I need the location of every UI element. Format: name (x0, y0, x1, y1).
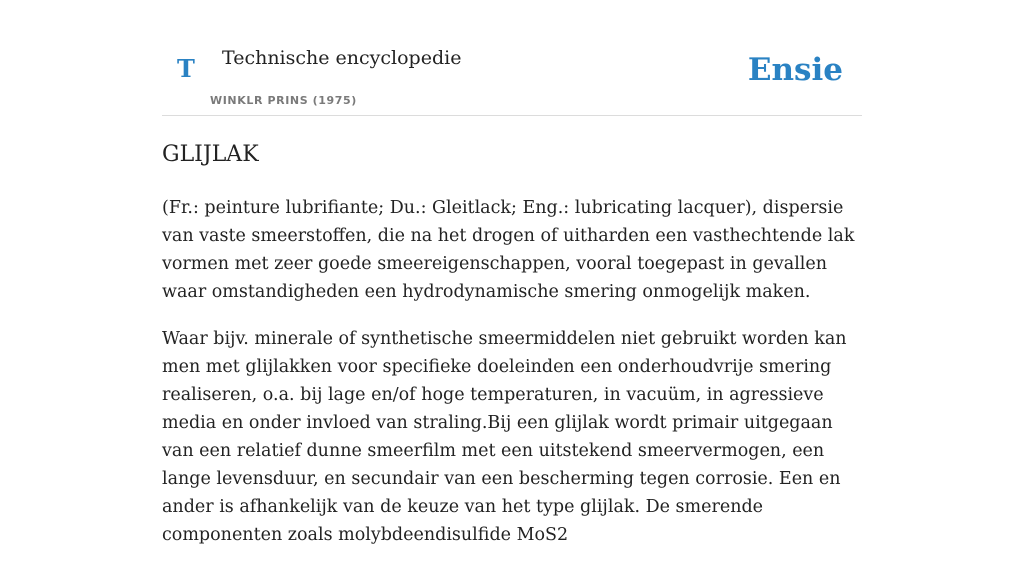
article-paragraph: Waar bijv. minerale of synthetische smeermiddelen niet gebruikt worden kan men met glijlakken voor specifieke doeleinden een onderhoudvrije smering realiseren, o.a. bij lage en/of hoge temperaturen, in vacuüm, in agressieve media en onder invloed van straling.Bij een glijlak wordt primair uitgegaan van een relatief dunne smeerfilm met een uitstekend smeervermogen, een lange levensduur, en secundair van een bescherming tegen corrosie. Een en ander is afhankelijk van de keuze van het type glijlak. De smerende componenten zoals molybdeendisulfide MoS2 (162, 329, 847, 545)
book-source: WINKLR PRINS (1975) (210, 94, 357, 107)
book-logo[interactable]: T (177, 54, 195, 83)
ensie-logo[interactable]: Ensie (747, 52, 843, 88)
article (162, 138, 864, 568)
entry-title: GLIJLAK (162, 142, 259, 167)
book-title[interactable]: Technische encyclopedie (222, 47, 462, 69)
site-header (162, 0, 862, 116)
article-paragraph: (Fr.: peinture lubrifiante; Du.: Gleitlack; Eng.: lubricating lacquer), dispersie van vaste smeerstoffen, die na het drogen of uitharden een vasthechtende lak vormen met zeer goede smeereigenschappen, vooral toegepast in gevallen waar omstandigheden een hydrodynamische smering onmogelijk maken. (162, 198, 855, 302)
